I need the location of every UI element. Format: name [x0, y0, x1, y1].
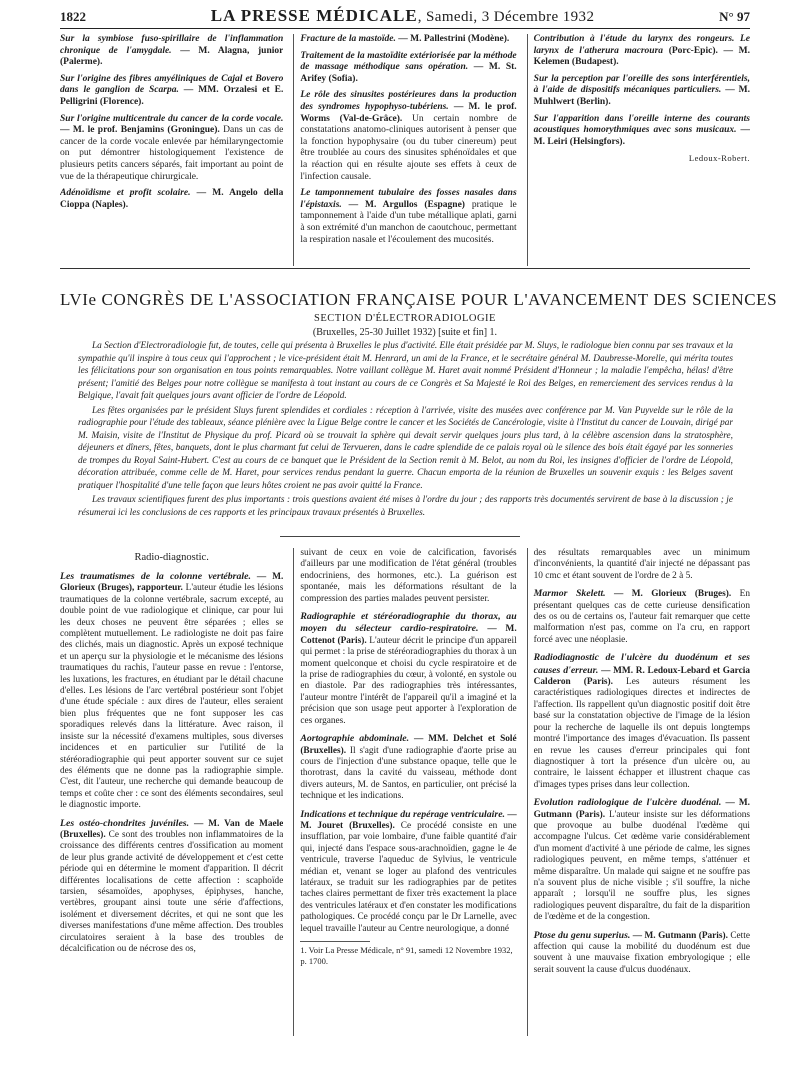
article-entry — [60, 188, 283, 211]
article-title: Radiodiagnostic de l'ulcère du duodénum et ses causes d'erreur. — [533, 652, 750, 676]
article-author: — M. le prof. Worms (Val-de-Grâce). — [300, 101, 517, 124]
article-body: Les auteurs résument les caractéristiques radiologiques directes et indirectes de l'affection. Ils rappellent qu'un diagnostic positif doit être basé sur la constatation objective de l'image de la lésion pour la recherche de laquelle ils ont depuis longtemps montré l'importance des images d'évacuation. Ils passent en revue les causes d'erreur principales qui font diagnostiquer à tort la présence d'un ulcère ou, au contraire, le laissent échapper et illustrent chaque cas d'images types prises dans leur collection. — [533, 677, 750, 790]
section-rule — [60, 268, 750, 269]
intro-paragraph: Les fêtes organisées par le président Sluys furent splendides et cordiales : réception à l'arrivée, visite des musées avec conférence par M. Van Puyvelde sur le rôle de la radiographie pour l'étude des tableaux, séance plénière avec la Ligue Belge contre le cancer et les Sociétés de Cancérologie, visite à l'Institut du cancer de Louvain, dirigé par M. Maisin, visite de l'Institut de Physique du prof. Picard où se trouvait la sphère qui devait servir quelques jours plus tard, à la célèbre ascension dans la stratosphère, déjeuners et dîners, fêtes, banquets, dont le plus charmant fut celui de Tervueren, dans le cadre splendide de ce palais royal où le silence des bois était égayé par les sonneries de trompes du Royal Saint-Hubert. C'est au cours de ce banquet que le Président de la Section remit à M. Belot, au nom du Roi, les insignes d'officier de l'ordre de Léopold, décoration attribuée, comme celle de M. Haret, pour services rendus pendant la guerre. Chacun emporta de la réunion de Bruxelles un souvenir exquis : les Belges savent pratiquer l'hospitalité d'une telle façon que leurs hôtes croient ne pas avoir quitté la France. — [78, 405, 733, 491]
article-entry — [60, 114, 283, 184]
article-entry — [300, 809, 516, 935]
entries — [300, 548, 516, 935]
article-body: Un certain nombre de constatations anatomo-cliniques autorisent à penser que la fonction hypophysaire (ou du tuber cinereum) peut être troublée au cours des sinusites sphénoïdales et que la réaction qui en résulte ajoute ses effets à ceux de l'infection causale. — [300, 113, 517, 182]
article-title: Fracture de la mastoïde. — [300, 34, 396, 44]
article-body: des résultats remarquables avec un minimum d'inconvénients, la quantité d'air injecté ne dépassant pas 10 cmc et étant souvent de l'ordre de 2 à 5. — [533, 548, 750, 581]
article-body: Ce sont des troubles non inflammatoires de la croissance des différents centres d'ossification au moment de leur plus grande activité de développement et c'est cette période qui en détermine le moment d'apparition. Il décrit différentes localisations de cette affection : scaphoïde tarsien, sésamoïdes, apophyses, épiphyses, hanche, vertèbres, groupant ainsi toute une série d'affections, isolément et diversement décrites, et qui ne sont que les diverses manifestations d'une même affection. Des troubles circulatoires seraient à la base des troubles de décalcification ou de nécrose des os, — [60, 829, 284, 954]
article-title: Ptose du genu superius. — [533, 929, 631, 941]
article-entry — [300, 733, 516, 802]
article-entry — [60, 818, 283, 956]
article-title: Sur la symbiose fuso-spirillaire de l'inflammation chronique de l'amygdale. — [60, 34, 284, 56]
article-body: Cette affection qui cause la mobilité du duodénum est due souvent à une mauvaise fixation embryologique ; elle serait souvent la cause d'ulcus duodénaux. — [533, 930, 750, 975]
entries — [534, 548, 750, 976]
article-entry — [534, 797, 750, 923]
header-date: , Samedi, 3 Décembre 1932 — [417, 9, 595, 25]
article-title: Les traumatismes de la colonne vertébrale. — [60, 571, 251, 582]
article-entry — [534, 588, 750, 646]
article-author: — M. Muhlwert (Berlin). — [533, 85, 750, 107]
article-entry — [60, 34, 283, 69]
intro-paragraph: Les travaux scientifiques furent des plus importants : trois questions avaient été mises à l'ordre du jour ; des rapports très documentés servirent de base à la discussion ; je résumerai ici les conclusions de ces rapports et les principaux travaux présentés à Bruxelles. — [78, 495, 733, 518]
article-title: Contribution à l'étude du larynx des rongeurs. Le larynx de l'atherura macroura — [533, 34, 750, 56]
article-title: Sur l'apparition dans l'oreille interne des courants acoustiques homorythmiques avec sons musicaux. — [533, 113, 750, 136]
article-author: — MM. Orzalesi et E. Pelligrini (Florence). — [60, 85, 284, 107]
article-title: Le tamponnement tubulaire des fosses nasales dans l'épistaxis. — [300, 188, 517, 210]
bottom-column-1 — [60, 548, 283, 1036]
running-header — [60, 6, 750, 29]
top-column-3 — [527, 34, 750, 266]
section-heading: Radio-diagnostic. — [134, 552, 209, 563]
entries — [60, 571, 283, 955]
article-title: Sur l'origine des fibres amyéliniques de Cajal et Bovero dans le ganglion de Scarpa. — [60, 73, 284, 96]
article-author: (Porc-Epic). — M. Kelemen (Budapest). — [533, 45, 750, 68]
article-author: — M. Gutmann (Paris). — [533, 798, 750, 820]
signature: Ledoux-Robert. — [688, 153, 750, 164]
article-body: Dans un cas de cancer de la corde vocale enlevée par hémilaryngectomie on put démontrer histologiquement l'existence de plusieurs petits cancers séparés, fait important au point de vue de la thérapeutique chirurgicale. — [60, 125, 284, 182]
top-columns — [60, 34, 750, 266]
bottom-columns — [60, 548, 750, 1036]
article-author: — M. Cottenot (Paris). — [300, 624, 517, 646]
article-author: — M. Pallestrini (Modène). — [398, 34, 510, 44]
congress-dates: (Bruxelles, 25-30 Juillet 1932) [suite et fin] 1. — [312, 327, 498, 338]
article-body: suivant de ceux en voie de calcification, favorisés d'ailleurs par une modification de l'état général (troubles endocriniens, des hormones, etc.). La guérison est spontanée, mais les déformations résultant de la compression des parties malades peuvent persister. — [300, 548, 517, 604]
article-author: — M. St. Arifey (Sofia). — [300, 62, 517, 84]
article-author: — M. Gutmann (Paris). — [632, 930, 728, 941]
article-entry — [60, 571, 283, 812]
top-column-2 — [293, 34, 516, 266]
article-entry — [300, 611, 516, 727]
page-number: 1822 — [60, 9, 86, 24]
top-column-1 — [60, 34, 283, 266]
footnote: 1. Voir La Presse Médicale, n° 91, samedi 12 Novembre 1932, p. 1700. — [300, 945, 513, 966]
article-title: Les ostéo-chondrites juvéniles. — [60, 817, 190, 829]
article-entry — [300, 188, 516, 246]
article-title: Traitement de la mastoïdite extériorisée par la méthode de massage méthodique sans opération. — [300, 50, 517, 73]
article-entry — [534, 652, 750, 791]
article-author: — MM. R. Ledoux-Lebard et Garcia Calderon (Paris). — [533, 665, 750, 688]
intro-paragraph: La Section d'Electroradiologie fut, de toutes, celle qui présenta à Bruxelles le plus d'activité. Elle était présidée par M. Sluys, le radiologue bien connu par ses travaux et la sympathie qu'il inspire à tous ceux qui l'approchent ; le vice-président était M. Henrard, un ami de la France, et le secrétaire général M. Daubresse-Morelle, qui mérita toutes les félicitations pour son organisation en tous points remarquables. Notre vaillant collègue M. Haret avait nommé Président d'Honneur ; la maladie l'empêcha, hélas! d'être présent; l'amitié des Belges pour notre collègue se manifesta à tout instant au cours de ce Congrès et Sa Majesté le Roi des Belges, en remerciement des services rendus à la Belgique, l'avait fait quelques jours avant officier de l'ordre de Léopold. — [78, 341, 733, 401]
article-author: — M. Glorieux (Bruges), rapporteur. — [60, 572, 284, 594]
article-entry — [300, 548, 516, 605]
article-title: Aortographie abdominale. — [300, 733, 410, 745]
article-title: Evolution radiologique de l'ulcère duodénal. — [533, 797, 722, 809]
article-author: — MM. Delchet et Solé (Bruxelles). — [300, 734, 517, 756]
congress-header — [60, 290, 778, 338]
article-author: — M. Van de Maele (Bruxelles). — [60, 818, 284, 840]
article-title: Adénoïdisme et profit scolaire. — [60, 188, 191, 199]
article-entry — [534, 114, 750, 149]
issue-number: N° 97 — [719, 9, 750, 24]
article-author: — M. Alagna, junior (Palerme). — [60, 45, 284, 68]
journal-name: LA PRESSE MÉDICALE — [210, 6, 418, 25]
article-body: L'auteur insiste sur les déformations que provoque au bulbe duodénal l'œdème qui accompagne l'ulcus. Cet œdème varie considérablement d'un moment d'activité à une période de calme, les signes radiologiques peuvent, en même temps, s'atténuer et même disparaître. Un malade qui saigne et ne souffre pas n'a souvent plus de niche visible ; s'il souffre, la niche apparaît ; lorsqu'il ne souffre plus, les signes radiologiques peuvent disparaître, du fait de la disparition de l'œdème et de la congestion. — [533, 809, 750, 923]
article-title: Sur l'origine multicentrale du cancer de la corde vocale. — [60, 113, 284, 124]
article-author: — M. Leiri (Helsingfors). — [533, 125, 750, 147]
intro-text — [78, 340, 733, 530]
article-body: L'auteur décrit le principe d'un appareil qui permet : la prise de stéréoradiographies du thorax à un moment quelconque et choisi du cycle respiratoire et de la prise de radiographies du cœur, à volonté, en systole ou en diastole. Par des radiographies très intéressantes, l'auteur montre l'intérêt de l'appareil qu'il a imaginé et la précision que son usage peut apporter à l'exploration de ces organes. — [300, 635, 517, 726]
article-author: — M. Angelo della Cioppa (Naples). — [60, 188, 284, 210]
congress-section: SECTION D'ÉLECTRORADIOLOGIE — [314, 313, 496, 324]
article-entry — [300, 90, 516, 183]
intro-rule — [280, 536, 520, 537]
article-author: — M. le prof. Benjamins (Groningue). — [60, 125, 220, 136]
footnote-rule — [300, 941, 370, 942]
article-body: pratique le tamponnement à l'aide d'un tube métallique aplati, garni à son extrémité d'un manchon de caoutchouc, permettant la respiration nasale et l'écoulement des mucosités. — [300, 199, 517, 245]
article-title: Le rôle des sinusites postérieures dans la production des syndromes hypophyso-tubériens. — [300, 90, 517, 112]
congress-title: LVIe CONGRÈS DE L'ASSOCIATION FRANÇAISE POUR L'AVANCEMENT DES SCIENCES — [60, 290, 778, 309]
article-entry — [60, 74, 283, 109]
article-author: — M. Jouret (Bruxelles). — [300, 809, 517, 831]
bottom-column-2 — [293, 548, 516, 1036]
bottom-column-3 — [527, 548, 750, 1036]
article-entry — [534, 548, 750, 582]
article-author: — M. Argullos (Espagne) — [348, 199, 465, 210]
article-entry — [534, 34, 750, 69]
article-title: Indications et technique du repérage ventriculaire. — [300, 808, 506, 820]
article-entry — [300, 51, 516, 86]
article-title: Marmor Skelett. — [533, 588, 606, 600]
article-title: Radiographie et stéréoradiographie du thorax, au moyen du sélecteur cardio-respiratoire. — [300, 611, 517, 635]
article-title: Sur la perception par l'oreille des sons interférentiels, à l'aide de dispositifs mécaniques particuliers. — [533, 73, 750, 96]
header-title — [211, 6, 595, 26]
article-body: Il s'agit d'une radiographie d'aorte prise au cours de l'injection d'une substance opaque, telle que le thorotrast, dans la cavité du vaisseau, méthode dont divers auteurs, M. de Santos, en particulier, ont précisé la technique et les indications. — [300, 745, 517, 802]
article-body: Ce procédé consiste en une insufflation, par voie lombaire, d'une faible quantité d'air qui, injecté dans l'espace sous-arachnoïdien, gagne le 4e ventricule, traverse l'aqueduc de Sylvius, le ventricule médian et, venant se loger au plafond des ventricules latéraux, se traduit sur les radiographies par de petites taches claires permettant de fixer très exactement la place des ventricules latéraux et d'en constater les modifications pathologiques. Ce procédé conçu par le Dr Larnelle, avec lequel travaille l'auteur au Centre neurologique, a donné — [300, 820, 517, 934]
article-body: En présentant quelques cas de cette curieuse densification des os ou de certains os, l'auteur fait remarquer que cette malformation n'est pas, comme on l'a cru, en rapport forcé avec une néoplasie. — [533, 589, 750, 645]
article-entry — [534, 74, 750, 109]
entries — [534, 34, 750, 148]
article-entry — [534, 930, 750, 977]
article-author: — M. Glorieux (Bruges). — [614, 589, 732, 600]
article-entry — [300, 34, 516, 46]
article-body: L'auteur étudie les lésions traumatiques de la colonne vertébrale, sacrum excepté, au double point de vue radiologique et clinique, car pour lui les deux choses ne peuvent être séparées ; elles se complètent mutuellement. Le radiologiste ne doit pas faire des clichés, mais un diagnostic. Après un exposé technique et un aperçu sur la physiologie et le mécanisme des lésions traumatiques du rachis, l'auteur passe en revue : l'entorse, les luxations, les fractures, en étudiant par le détail chacune d'elles. Les lésions de l'arc vertébral postérieur sont l'objet d'une étude spéciale : aux dires de l'auteur, elles seraient bien plus fréquentes que ne font supposer les cas sporadiques relevés dans la littérature. Avec raison, il insiste sur la nécessité d'examens multiples, sous diverses incidences et en particulier sur l'utilité de la stéréoradiographie qui peut apporter souvent sur ce sujet des éléments que ne donne pas la radiographie simple. C'est, dit l'auteur, une recherche qui demande beaucoup de temps et coûte cher : ce sont des éléments secondaires, seul le diagnostic importe. — [60, 583, 284, 811]
